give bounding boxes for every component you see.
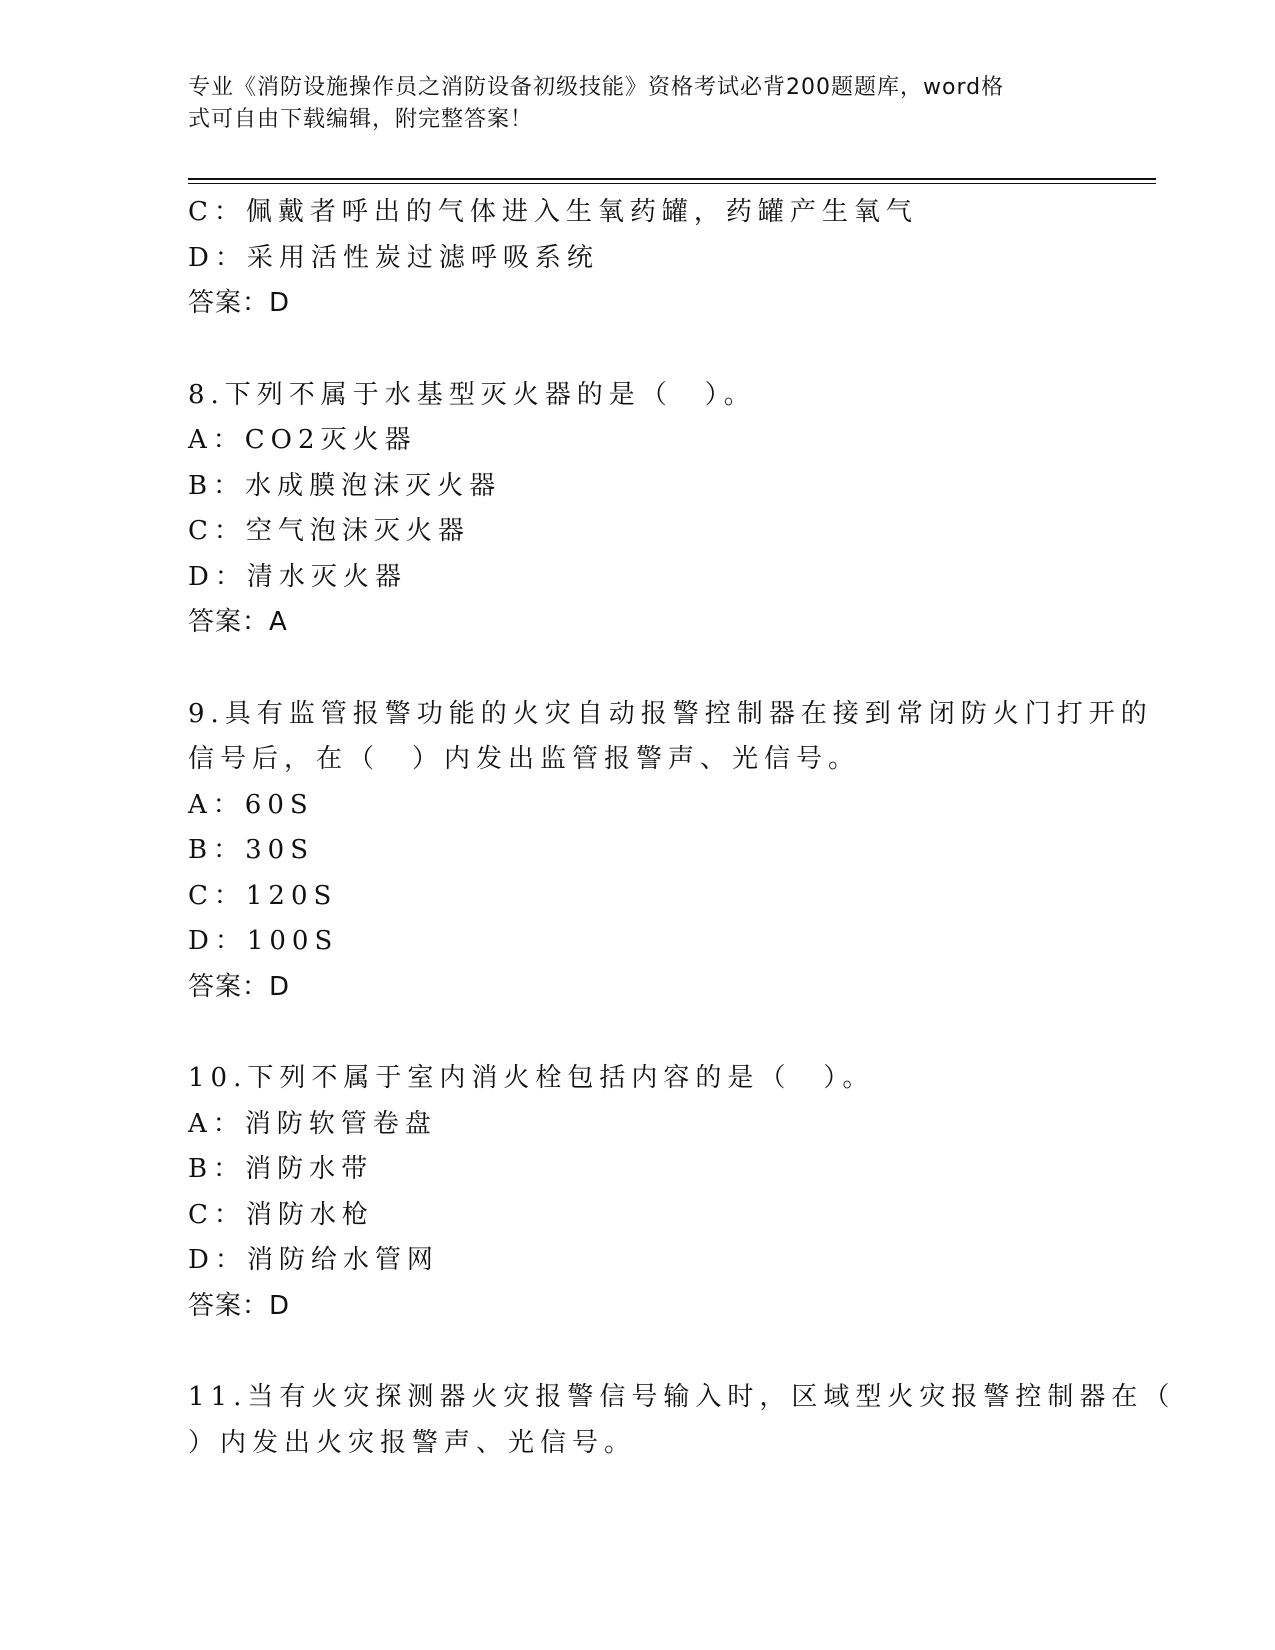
header-rule-thick bbox=[188, 178, 1156, 180]
option-a: A：消防软管卷盘 bbox=[188, 1108, 437, 1139]
option-b: B：消防水带 bbox=[188, 1154, 374, 1184]
header-line-1: 专业《消防设施操作员之消防设备初级技能》资格考试必背200题题库，word格 bbox=[188, 75, 1005, 100]
question-stem-line-1: 9.具有监管报警功能的火灾自动报警控制器在接到常闭防火门打开的 bbox=[188, 698, 1153, 729]
option-d: D：采用活性炭过滤呼吸系统 bbox=[188, 242, 599, 273]
question-stem-line-2: ）内发出火灾报警声、光信号。 bbox=[188, 1427, 637, 1458]
option-b: B：水成膜泡沫灭火器 bbox=[188, 470, 502, 501]
option-a: A：CO2灭火器 bbox=[188, 425, 417, 455]
option-c: C：佩戴者呼出的气体进入生氧药罐，药罐产生氧气 bbox=[188, 197, 918, 227]
header-rule-thin bbox=[188, 183, 1156, 184]
option-d: D：100S bbox=[188, 926, 339, 956]
question-stem-line-1: 11.当有火灾探测器火灾报警信号输入时，区域型火灾报警控制器在（ bbox=[188, 1382, 1176, 1412]
answer-line: 答案：D bbox=[188, 288, 291, 318]
option-c: C：120S bbox=[188, 880, 338, 911]
question-9 bbox=[188, 692, 1153, 1011]
question-11 bbox=[188, 1375, 1176, 1466]
question-8 bbox=[188, 373, 1088, 646]
answer-line: 答案：A bbox=[188, 607, 288, 637]
option-c: C：消防水枪 bbox=[188, 1199, 374, 1230]
spacer bbox=[188, 646, 1088, 692]
spacer bbox=[188, 1010, 1088, 1056]
spacer bbox=[188, 327, 1088, 373]
question-list bbox=[188, 190, 1176, 1466]
answer-line: 答案：D bbox=[188, 971, 291, 1002]
option-a: A：60S bbox=[188, 789, 314, 820]
question-7-partial bbox=[188, 190, 1088, 327]
question-10 bbox=[188, 1056, 1088, 1329]
spacer bbox=[188, 1329, 1088, 1375]
option-d: D：清水灭火器 bbox=[188, 561, 407, 592]
answer-line: 答案：D bbox=[188, 1290, 291, 1321]
option-b: B：30S bbox=[188, 835, 315, 865]
document-header bbox=[188, 72, 1068, 136]
question-stem: 8.下列不属于水基型灭火器的是（ ）。 bbox=[188, 379, 756, 410]
question-stem: 10.下列不属于室内消火栓包括内容的是（ ）。 bbox=[188, 1063, 875, 1093]
header-line-2: 式可自由下载编辑，附完整答案！ bbox=[188, 107, 534, 132]
question-stem-line-2: 信号后，在（ ）内发出监管报警声、光信号。 bbox=[188, 744, 861, 774]
option-c: C：空气泡沫灭火器 bbox=[188, 516, 470, 546]
option-d: D：消防给水管网 bbox=[188, 1245, 439, 1275]
